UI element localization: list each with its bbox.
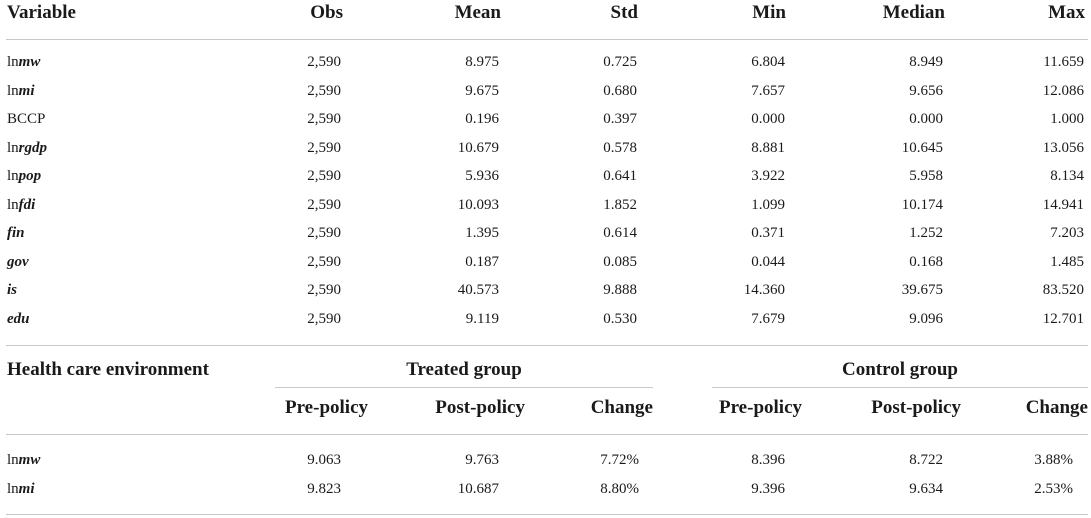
row-obs: 2,590 [307, 254, 341, 270]
row-std: 0.641 [603, 168, 637, 184]
table-row [0, 311, 1091, 331]
control-change-header: Change [1025, 397, 1088, 418]
row-min: 6.804 [751, 54, 785, 70]
row-min: 0.044 [751, 254, 785, 270]
table-row [0, 481, 1091, 501]
row-max: 14.941 [1042, 197, 1084, 213]
row-min: 1.099 [751, 197, 785, 213]
row-std: 0.530 [603, 311, 637, 327]
row-median: 39.675 [901, 282, 943, 298]
row-max: 11.659 [1043, 54, 1084, 70]
table-bottom-rule [6, 514, 1088, 515]
row-variable: lnmi [7, 481, 35, 497]
row-mean: 0.196 [465, 111, 499, 127]
section-divider [6, 345, 1088, 346]
control-pre-value: 9.396 [751, 481, 785, 497]
row-obs: 2,590 [307, 282, 341, 298]
row-obs: 2,590 [307, 54, 341, 70]
row-variable: edu [7, 311, 30, 327]
control-group-rule [712, 387, 1088, 388]
row-variable: BCCP [7, 111, 46, 127]
treated-group-label: Treated group [406, 359, 522, 380]
row-mean: 10.093 [457, 197, 499, 213]
row-mean: 10.679 [457, 140, 499, 156]
control-post-value: 8.722 [909, 452, 943, 468]
control-change-value: 2.53% [1034, 481, 1073, 497]
row-variable: lnmi [7, 83, 35, 99]
health-header-rule [6, 434, 1088, 435]
treated-post-header: Post-policy [435, 397, 525, 418]
table-row [0, 168, 1091, 188]
health-subheader-row [0, 397, 1091, 423]
treated-change-value: 8.80% [600, 481, 639, 497]
control-pre-value: 8.396 [751, 452, 785, 468]
row-std: 0.725 [603, 54, 637, 70]
table-row [0, 452, 1091, 472]
row-max: 7.203 [1050, 225, 1084, 241]
table-row [0, 225, 1091, 245]
control-pre-header: Pre-policy [718, 397, 802, 418]
table-row [0, 54, 1091, 74]
treated-pre-value: 9.823 [307, 481, 341, 497]
table-row [0, 83, 1091, 103]
row-median: 0.168 [909, 254, 943, 270]
row-max: 13.056 [1042, 140, 1084, 156]
row-std: 9.888 [603, 282, 637, 298]
header-std: Std [610, 2, 638, 23]
row-min: 0.371 [751, 225, 785, 241]
row-obs: 2,590 [307, 83, 341, 99]
row-std: 0.085 [603, 254, 637, 270]
row-variable: lnmw [7, 54, 41, 70]
treated-pre-header: Pre-policy [284, 397, 368, 418]
row-max: 12.701 [1042, 311, 1084, 327]
row-obs: 2,590 [307, 311, 341, 327]
summary-header-rule [6, 39, 1088, 40]
row-mean: 9.675 [465, 83, 499, 99]
row-mean: 9.119 [465, 311, 499, 327]
health-title: Health care environment [7, 359, 209, 380]
table-row [0, 111, 1091, 131]
table-row [0, 197, 1091, 217]
control-change-value: 3.88% [1034, 452, 1073, 468]
row-median: 10.174 [901, 197, 943, 213]
treated-post-value: 10.687 [457, 481, 499, 497]
row-median: 9.096 [909, 311, 943, 327]
table-row [0, 140, 1091, 160]
row-median: 10.645 [901, 140, 943, 156]
row-obs: 2,590 [307, 111, 341, 127]
row-max: 1.485 [1050, 254, 1084, 270]
row-obs: 2,590 [307, 168, 341, 184]
row-variable: fin [7, 225, 25, 241]
row-variable: lnpop [7, 168, 42, 184]
row-std: 1.852 [603, 197, 637, 213]
header-variable: Variable [7, 2, 76, 23]
control-post-value: 9.634 [909, 481, 943, 497]
row-std: 0.680 [603, 83, 637, 99]
row-obs: 2,590 [307, 197, 341, 213]
row-mean: 0.187 [465, 254, 499, 270]
summary-header-row [0, 2, 1091, 28]
row-std: 0.397 [603, 111, 637, 127]
row-mean: 8.975 [465, 54, 499, 70]
row-min: 3.922 [751, 168, 785, 184]
row-variable: lnfdi [7, 197, 36, 213]
header-median: Median [882, 2, 945, 23]
row-variable: is [7, 282, 18, 298]
row-min: 7.679 [751, 311, 785, 327]
row-mean: 5.936 [465, 168, 499, 184]
control-group-label: Control group [842, 359, 958, 380]
row-median: 9.656 [909, 83, 943, 99]
row-std: 0.614 [603, 225, 637, 241]
row-variable: gov [7, 254, 29, 270]
table-row [0, 254, 1091, 274]
row-variable: lnmw [7, 452, 41, 468]
row-mean: 1.395 [465, 225, 499, 241]
header-min: Min [752, 2, 786, 23]
row-min: 14.360 [743, 282, 785, 298]
health-header-row [0, 359, 1091, 385]
row-max: 1.000 [1050, 111, 1084, 127]
row-median: 0.000 [909, 111, 943, 127]
treated-change-value: 7.72% [600, 452, 639, 468]
treated-pre-value: 9.063 [307, 452, 341, 468]
row-obs: 2,590 [307, 225, 341, 241]
treated-group-rule [275, 387, 653, 388]
row-std: 0.578 [603, 140, 637, 156]
row-mean: 40.573 [457, 282, 499, 298]
row-median: 5.958 [909, 168, 943, 184]
row-variable: lnrgdp [7, 140, 48, 156]
row-min: 7.657 [751, 83, 785, 99]
row-obs: 2,590 [307, 140, 341, 156]
row-max: 8.134 [1050, 168, 1084, 184]
row-min: 0.000 [751, 111, 785, 127]
control-post-header: Post-policy [871, 397, 961, 418]
row-max: 83.520 [1042, 282, 1084, 298]
header-obs: Obs [310, 2, 343, 23]
row-median: 8.949 [909, 54, 943, 70]
row-median: 1.252 [909, 225, 943, 241]
row-max: 12.086 [1042, 83, 1084, 99]
row-min: 8.881 [751, 140, 785, 156]
header-mean: Mean [454, 2, 501, 23]
treated-change-header: Change [590, 397, 653, 418]
treated-post-value: 9.763 [465, 452, 499, 468]
header-max: Max [1048, 2, 1085, 23]
table-row [0, 282, 1091, 302]
